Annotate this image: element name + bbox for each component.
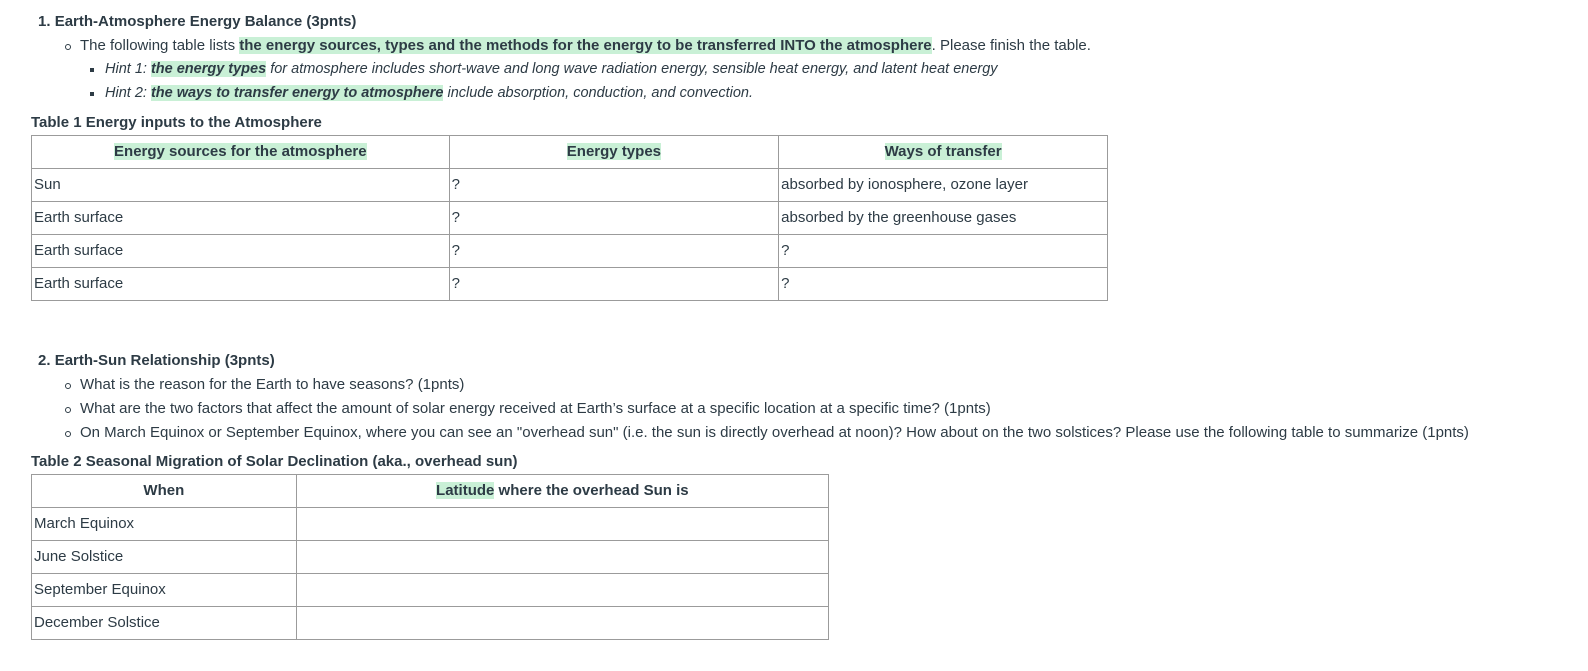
q2-title-text: Earth-Sun Relationship (3pnts): [54, 352, 275, 369]
table1-cell-transfer[interactable]: absorbed by the greenhouse gases: [779, 202, 1108, 235]
q1-bullet: [80, 37, 1091, 55]
q1-bullet-highlight: the energy sources, types and the methods for the energy to be transferred INTO the atmosphere: [239, 37, 932, 54]
table2-header-row: [32, 475, 829, 508]
table1-cell-transfer[interactable]: ?: [779, 235, 1108, 268]
q2-bullet-1: What is the reason for the Earth to have seasons? (1pnts): [80, 376, 465, 393]
table1: [31, 135, 1108, 301]
hint1-text: for atmosphere includes short-wave and long wave radiation energy, sensible heat energy, and latent heat energy: [266, 61, 998, 77]
table1-cell-source[interactable]: Earth surface: [32, 202, 450, 235]
q2-number: 2.: [38, 352, 51, 369]
table2-cell-latitude[interactable]: [296, 607, 828, 640]
table-row: [32, 541, 829, 574]
q1-title: [38, 13, 356, 31]
table1-cell-type[interactable]: ?: [449, 169, 779, 202]
table1-cell-type[interactable]: ?: [449, 235, 779, 268]
table2-header-latitude: Latitude where the overhead Sun is: [296, 475, 828, 508]
q2-title: [38, 352, 275, 370]
q1-bullet-post: . Please finish the table.: [931, 37, 1091, 54]
hint2-text: include absorption, conduction, and convection.: [443, 85, 753, 101]
hint2-highlight: the ways to transfer energy to atmosphere: [150, 85, 444, 101]
table1-caption: Table 1 Energy inputs to the Atmosphere: [31, 114, 322, 131]
table1-cell-transfer[interactable]: ?: [779, 268, 1108, 301]
q2-bullet-3: On March Equinox or September Equinox, where you can see an "overhead sun" (i.e. the sun is directly overhead at noon)? How about on the two solstices? Please use the following table to summarize (1pnts): [80, 424, 1469, 441]
table2: [31, 474, 829, 640]
table2-caption: Table 2 Seasonal Migration of Solar Declination (aka., overhead sun): [31, 453, 518, 470]
q1-bullet-pre: The following table lists: [80, 37, 240, 54]
q2-bullet-2: What are the two factors that affect the amount of solar energy received at Earth’s surface at a specific location at a specific time? (1pnts): [80, 400, 991, 417]
table1-cell-type[interactable]: ?: [449, 268, 779, 301]
table2-cell-when: June Solstice: [32, 541, 297, 574]
hint1-highlight: the energy types: [150, 61, 267, 77]
table2-cell-latitude[interactable]: [296, 574, 828, 607]
table-row: [32, 169, 1108, 202]
table2-header-when: When: [32, 475, 297, 508]
table2-cell-when: March Equinox: [32, 508, 297, 541]
table-row: [32, 202, 1108, 235]
q1-title-text: Earth-Atmosphere Energy Balance (3pnts): [54, 13, 357, 30]
table1-cell-source[interactable]: Earth surface: [32, 268, 450, 301]
table1-cell-source[interactable]: Sun: [32, 169, 450, 202]
q1-number: 1.: [38, 13, 51, 30]
q1-hint-2: [105, 85, 753, 102]
table1-header-transfer: Ways of transfer: [779, 136, 1108, 169]
hint2-label: Hint 2:: [105, 85, 151, 101]
table-row: [32, 607, 829, 640]
q1-hint-1: [105, 61, 998, 78]
table-row: [32, 574, 829, 607]
table-row: [32, 235, 1108, 268]
table1-header-sources: Energy sources for the atmosphere: [32, 136, 450, 169]
table2-cell-when: September Equinox: [32, 574, 297, 607]
table1-cell-transfer[interactable]: absorbed by ionosphere, ozone layer: [779, 169, 1108, 202]
table1-header-types: Energy types: [449, 136, 779, 169]
table1-cell-source[interactable]: Earth surface: [32, 235, 450, 268]
hint1-label: Hint 1:: [105, 61, 151, 77]
table2-cell-when: December Solstice: [32, 607, 297, 640]
table2-cell-latitude[interactable]: [296, 508, 828, 541]
table-row: [32, 268, 1108, 301]
table-row: [32, 508, 829, 541]
table1-cell-type[interactable]: ?: [449, 202, 779, 235]
table2-cell-latitude[interactable]: [296, 541, 828, 574]
table1-header-row: [32, 136, 1108, 169]
